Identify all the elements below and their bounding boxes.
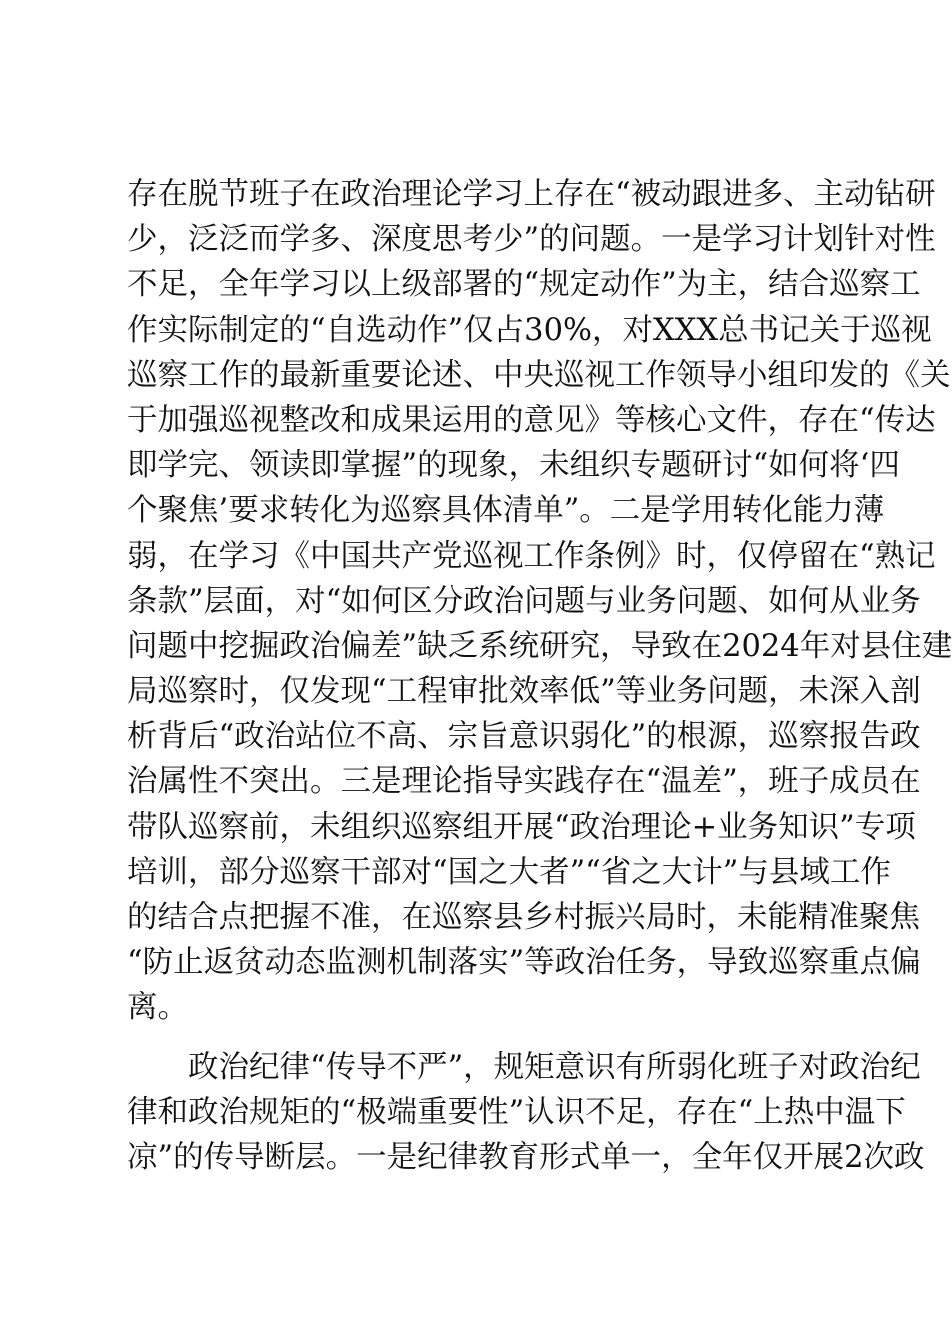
text-line: 政治纪律“传导不严”，规矩意识有所弱化班子对政治纪 — [127, 1049, 921, 1085]
text-line: 凉”的传导断层。一是纪律教育形式单一，全年仅开展2次政 — [127, 1139, 925, 1175]
body-text — [127, 172, 952, 1180]
text-line: 不足，全年学习以上级部署的“规定动作”为主，结合巡察工 — [127, 267, 921, 303]
text-line: 带队巡察前，未组织巡察组开展“政治理论+业务知识”专项 — [127, 809, 916, 845]
paragraph-gap — [127, 1031, 832, 1045]
text-line: 治属性不突出。三是理论指导实践存在“温差”，班子成员在 — [127, 764, 921, 800]
text-line: 于加强巡视整改和成果运用的意见》等核心文件，存在“传达 — [127, 402, 936, 438]
text-line: 问题中挖掘政治偏差”缺乏系统研究，导致在2024年对县住建 — [127, 628, 952, 664]
text-line: 离。 — [127, 990, 188, 1026]
text-line: 巡察工作的最新重要论述、中央巡视工作领导小组印发的《关 — [127, 357, 951, 393]
text-line: 律和政治规矩的“极端重要性”认识不足，存在“上热中温下 — [127, 1094, 906, 1130]
text-line: 局巡察时，仅发现“工程审批效率低”等业务问题，未深入剖 — [127, 674, 921, 710]
text-line: 析背后“政治站位不高、宗旨意识弱化”的根源，巡察报告政 — [127, 719, 921, 755]
text-line: 少，泛泛而学多、深度思考少”的问题。一是学习计划针对性 — [127, 222, 936, 258]
text-line: 个聚焦’要求转化为巡察具体清单”。二是学用转化能力薄 — [127, 493, 885, 529]
text-line: “防止返贫动态监测机制落实”等政治任务，导致巡察重点偏 — [127, 945, 921, 981]
text-line: 条款”层面，对“如何区分政治问题与业务问题、如何从业务 — [127, 583, 921, 619]
text-line: 的结合点把握不准，在巡察县乡村振兴局时，未能精准聚焦 — [127, 900, 920, 935]
text-line: 弱，在学习《中国共产党巡视工作条例》时，仅停留在“熟记 — [127, 538, 936, 574]
text-line: 培训，部分巡察干部对“国之大者”“省之大计”与县域工作 — [127, 854, 891, 890]
text-line: 即学完、领读即掌握”的现象，未组织专题研讨“如何将‘四 — [127, 448, 900, 484]
text-line: 存在脱节班子在政治理论学习上存在“被动跟进多、主动钻研 — [127, 177, 936, 212]
text-line: 作实际制定的“自选动作”仅占30%，对XXX总书记关于巡视 — [127, 312, 932, 348]
